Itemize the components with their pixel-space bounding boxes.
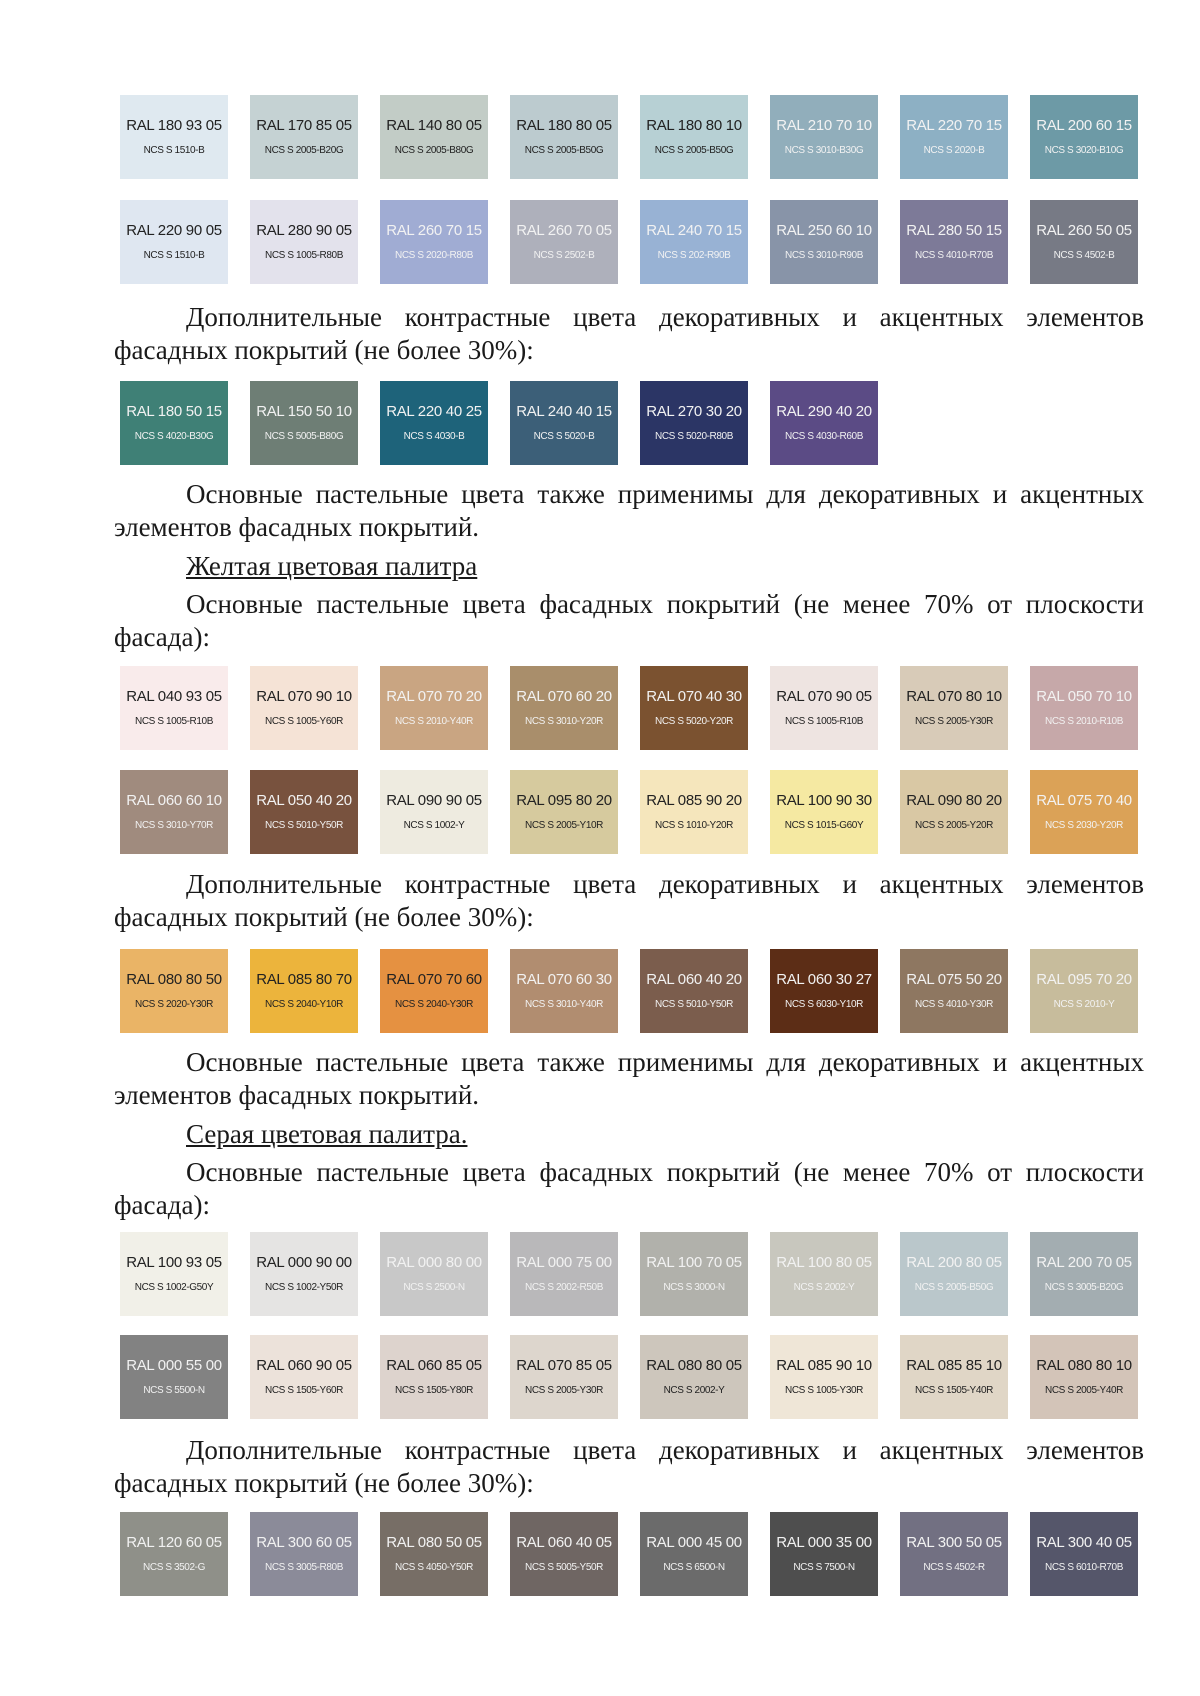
- color-swatch: [120, 666, 228, 750]
- color-swatch: [250, 949, 358, 1033]
- ral-code: RAL 260 70 15: [386, 221, 482, 239]
- ral-code: RAL 070 70 60: [386, 970, 482, 988]
- ral-code: RAL 290 40 20: [776, 402, 872, 420]
- color-swatch: [120, 770, 228, 854]
- ral-code: RAL 085 90 10: [776, 1356, 872, 1374]
- ncs-code: NCS S 5020-B: [533, 430, 595, 442]
- paragraph-text: контрастные цвета декоративных и акцентных элементов фасадных покрытий (не более 30%):: [114, 869, 1145, 932]
- ral-code: RAL 200 80 05: [906, 1253, 1002, 1271]
- ral-code: RAL 070 80 10: [906, 687, 1002, 705]
- color-swatch: [120, 1512, 228, 1596]
- ncs-code: NCS S 3502-G: [143, 1561, 205, 1573]
- ral-code: RAL 240 70 15: [646, 221, 742, 239]
- ncs-code: NCS S 1510-B: [143, 249, 205, 261]
- swatch-row: [120, 381, 878, 465]
- ral-code: RAL 100 93 05: [126, 1253, 222, 1271]
- color-swatch: [640, 381, 748, 465]
- ncs-code: NCS S 2010-Y40R: [395, 715, 473, 727]
- color-swatch: [120, 200, 228, 284]
- ncs-code: NCS S 2005-Y10R: [525, 819, 603, 831]
- section-heading-yellow: Желтая цветовая палитра: [186, 551, 478, 581]
- ncs-code: NCS S 1002-G50Y: [134, 1281, 214, 1293]
- color-swatch: [640, 1232, 748, 1316]
- swatch-row: [120, 95, 1138, 179]
- color-swatch: [900, 666, 1008, 750]
- ral-code: RAL 000 80 00: [386, 1253, 482, 1271]
- ncs-code: NCS S 2005-Y30R: [915, 715, 993, 727]
- color-swatch: [900, 1335, 1008, 1419]
- ncs-code: NCS S 1505-Y40R: [915, 1384, 993, 1396]
- ncs-code: NCS S 3005-B20G: [1044, 1281, 1124, 1293]
- ncs-code: NCS S 4050-Y50R: [395, 1561, 473, 1573]
- ral-code: RAL 260 50 05: [1036, 221, 1132, 239]
- color-swatch: [770, 200, 878, 284]
- paragraph-text: пастельные цвета фасадных покрытий (не менее 70% от плоскости фасада):: [114, 589, 1144, 652]
- color-swatch: [510, 1335, 618, 1419]
- color-swatch: [380, 200, 488, 284]
- ral-code: RAL 070 60 30: [516, 970, 612, 988]
- color-swatch: [250, 1335, 358, 1419]
- ral-code: RAL 085 90 20: [646, 791, 742, 809]
- ral-code: RAL 170 85 05: [256, 116, 352, 134]
- ncs-code: NCS S 6010-R70B: [1045, 1561, 1123, 1573]
- color-swatch: [120, 949, 228, 1033]
- paragraph-lead-word: Дополнительные: [186, 869, 383, 899]
- color-swatch: [640, 666, 748, 750]
- ral-code: RAL 280 50 15: [906, 221, 1002, 239]
- ncs-code: NCS S 2020-R80B: [395, 249, 473, 261]
- color-swatch: [380, 1512, 488, 1596]
- color-swatch: [900, 949, 1008, 1033]
- ral-code: RAL 180 80 05: [516, 116, 612, 134]
- ral-code: RAL 060 40 20: [646, 970, 742, 988]
- ncs-code: NCS S 2005-Y20R: [915, 819, 993, 831]
- ral-code: RAL 000 55 00: [126, 1356, 222, 1374]
- color-swatch: [640, 200, 748, 284]
- ncs-code: NCS S 4010-R70B: [915, 249, 993, 261]
- color-swatch: [640, 95, 748, 179]
- color-swatch: [120, 95, 228, 179]
- ral-code: RAL 140 80 05: [386, 116, 482, 134]
- color-swatch: [1030, 200, 1138, 284]
- ncs-code: NCS S 4020-B30G: [134, 430, 214, 442]
- ral-code: RAL 220 90 05: [126, 221, 222, 239]
- ral-code: RAL 085 80 70: [256, 970, 352, 988]
- ncs-code: NCS S 1010-Y20R: [655, 819, 733, 831]
- ncs-code: NCS S 2005-Y30R: [525, 1384, 603, 1396]
- ral-code: RAL 300 60 05: [256, 1533, 352, 1551]
- ncs-code: NCS S 1005-R80B: [265, 249, 343, 261]
- ncs-code: NCS S 5010-Y50R: [655, 998, 733, 1010]
- ncs-code: NCS S 2020-Y30R: [135, 998, 213, 1010]
- ncs-code: NCS S 2010-R10B: [1045, 715, 1123, 727]
- ncs-code: NCS S 7500-N: [793, 1561, 855, 1573]
- swatch-row: [120, 666, 1138, 750]
- ncs-code: NCS S 1505-Y60R: [265, 1384, 343, 1396]
- ncs-code: NCS S 3005-R80B: [265, 1561, 343, 1573]
- ncs-code: NCS S 2040-Y30R: [395, 998, 473, 1010]
- color-swatch: [770, 949, 878, 1033]
- ral-code: RAL 300 40 05: [1036, 1533, 1132, 1551]
- ncs-code: NCS S 4010-Y30R: [915, 998, 993, 1010]
- color-swatch: [770, 666, 878, 750]
- color-swatch: [250, 95, 358, 179]
- ncs-code: NCS S 3010-Y20R: [525, 715, 603, 727]
- ral-code: RAL 120 60 05: [126, 1533, 222, 1551]
- ncs-code: NCS S 1505-Y80R: [395, 1384, 473, 1396]
- ral-code: RAL 210 70 10: [776, 116, 872, 134]
- paragraph-lead-word: Основные: [186, 479, 303, 509]
- color-swatch: [250, 1512, 358, 1596]
- color-swatch: [900, 1512, 1008, 1596]
- ncs-code: NCS S 6500-N: [663, 1561, 725, 1573]
- ral-code: RAL 100 90 30: [776, 791, 872, 809]
- ncs-code: NCS S 1005-Y30R: [785, 1384, 863, 1396]
- ncs-code: NCS S 2002-Y: [793, 1281, 855, 1293]
- ncs-code: NCS S 2005-B50G: [524, 144, 604, 156]
- ral-code: RAL 250 60 10: [776, 221, 872, 239]
- ncs-code: NCS S 4502-R: [923, 1561, 985, 1573]
- ral-code: RAL 240 40 15: [516, 402, 612, 420]
- color-swatch: [510, 770, 618, 854]
- ncs-code: NCS S 5010-Y50R: [265, 819, 343, 831]
- ncs-code: NCS S 1005-R10B: [785, 715, 863, 727]
- color-swatch: [380, 381, 488, 465]
- ncs-code: NCS S 2010-Y: [1053, 998, 1115, 1010]
- ral-code: RAL 080 80 10: [1036, 1356, 1132, 1374]
- ral-code: RAL 060 85 05: [386, 1356, 482, 1374]
- ral-code: RAL 060 60 10: [126, 791, 222, 809]
- color-swatch: [510, 381, 618, 465]
- color-swatch: [120, 381, 228, 465]
- ral-code: RAL 000 45 00: [646, 1533, 742, 1551]
- ncs-code: NCS S 2002-Y: [663, 1384, 725, 1396]
- paragraph: [114, 1046, 1144, 1112]
- color-swatch: [510, 666, 618, 750]
- color-swatch: [770, 95, 878, 179]
- ncs-code: NCS S 2030-Y20R: [1045, 819, 1123, 831]
- color-swatch: [1030, 1335, 1138, 1419]
- paragraph: [114, 301, 1144, 367]
- ncs-code: NCS S 3010-R90B: [785, 249, 863, 261]
- color-swatch: [250, 770, 358, 854]
- ral-code: RAL 060 30 27: [776, 970, 872, 988]
- color-swatch: [900, 200, 1008, 284]
- color-swatch: [770, 770, 878, 854]
- ncs-code: NCS S 1005-Y60R: [265, 715, 343, 727]
- color-swatch: [380, 666, 488, 750]
- color-swatch: [1030, 666, 1138, 750]
- color-swatch: [1030, 770, 1138, 854]
- ral-code: RAL 095 80 20: [516, 791, 612, 809]
- ral-code: RAL 050 70 10: [1036, 687, 1132, 705]
- paragraph-text: пастельные цвета фасадных покрытий (не менее 70% от плоскости фасада):: [114, 1157, 1144, 1220]
- swatch-row: [120, 1335, 1138, 1419]
- ncs-code: NCS S 2002-R50B: [525, 1281, 603, 1293]
- color-swatch: [120, 1335, 228, 1419]
- color-swatch: [380, 95, 488, 179]
- color-swatch: [640, 1512, 748, 1596]
- ral-code: RAL 180 50 15: [126, 402, 222, 420]
- ral-code: RAL 000 35 00: [776, 1533, 872, 1551]
- paragraph-lead-word: Основные: [186, 1047, 303, 1077]
- ncs-code: NCS S 1510-B: [143, 144, 205, 156]
- color-swatch: [510, 949, 618, 1033]
- paragraph: [114, 588, 1144, 654]
- swatch-row: [120, 770, 1138, 854]
- ral-code: RAL 070 85 05: [516, 1356, 612, 1374]
- ncs-code: NCS S 2020-B: [923, 144, 985, 156]
- ncs-code: NCS S 5020-Y20R: [655, 715, 733, 727]
- ral-code: RAL 180 80 10: [646, 116, 742, 134]
- color-swatch: [900, 770, 1008, 854]
- ral-code: RAL 270 30 20: [646, 402, 742, 420]
- ncs-code: NCS S 2005-B80G: [394, 144, 474, 156]
- ncs-code: NCS S 202-R90B: [657, 249, 731, 261]
- ral-code: RAL 060 40 05: [516, 1533, 612, 1551]
- color-swatch: [250, 666, 358, 750]
- swatch-row: [120, 200, 1138, 284]
- swatch-row: [120, 949, 1138, 1033]
- ncs-code: NCS S 1015-G60Y: [784, 819, 864, 831]
- color-swatch: [640, 949, 748, 1033]
- ral-code: RAL 100 80 05: [776, 1253, 872, 1271]
- ral-code: RAL 060 90 05: [256, 1356, 352, 1374]
- ncs-code: NCS S 4030-B: [403, 430, 465, 442]
- ral-code: RAL 150 50 10: [256, 402, 352, 420]
- ral-code: RAL 000 90 00: [256, 1253, 352, 1271]
- ral-code: RAL 090 90 05: [386, 791, 482, 809]
- paragraph-lead-word: Основные: [186, 1157, 303, 1187]
- ncs-code: NCS S 5500-N: [143, 1384, 205, 1396]
- ral-code: RAL 070 90 10: [256, 687, 352, 705]
- paragraph-text: пастельные цвета также применимы для декоративных и акцентных элементов фасадных покрытий.: [114, 1047, 1144, 1110]
- ral-code: RAL 070 90 05: [776, 687, 872, 705]
- ncs-code: NCS S 2005-B50G: [654, 144, 734, 156]
- paragraph-lead-word: Дополнительные: [186, 1435, 383, 1465]
- color-swatch: [1030, 1512, 1138, 1596]
- ral-code: RAL 260 70 05: [516, 221, 612, 239]
- color-swatch: [510, 95, 618, 179]
- ral-code: RAL 075 50 20: [906, 970, 1002, 988]
- ncs-code: NCS S 1002-Y50R: [265, 1281, 343, 1293]
- ncs-code: NCS S 5020-R80B: [655, 430, 733, 442]
- ncs-code: NCS S 3010-Y40R: [525, 998, 603, 1010]
- section-heading-grey: Серая цветовая палитра.: [186, 1119, 468, 1149]
- color-swatch: [380, 1335, 488, 1419]
- ral-code: RAL 000 75 00: [516, 1253, 612, 1271]
- ral-code: RAL 100 70 05: [646, 1253, 742, 1271]
- ral-code: RAL 080 80 05: [646, 1356, 742, 1374]
- color-swatch: [510, 200, 618, 284]
- ral-code: RAL 220 40 25: [386, 402, 482, 420]
- color-swatch: [770, 1512, 878, 1596]
- ral-code: RAL 070 70 20: [386, 687, 482, 705]
- ncs-code: NCS S 3020-B10G: [1044, 144, 1124, 156]
- color-swatch: [1030, 1232, 1138, 1316]
- ncs-code: NCS S 1002-Y: [403, 819, 465, 831]
- ncs-code: NCS S 6030-Y10R: [785, 998, 863, 1010]
- ncs-code: NCS S 1005-R10B: [135, 715, 213, 727]
- paragraph-text: контрастные цвета декоративных и акцентных элементов фасадных покрытий (не более 30%):: [114, 1435, 1145, 1498]
- ncs-code: NCS S 2005-Y40R: [1045, 1384, 1123, 1396]
- paragraph: [114, 478, 1144, 544]
- paragraph: [114, 1156, 1144, 1222]
- ncs-code: NCS S 2502-B: [533, 249, 595, 261]
- ncs-code: NCS S 2005-B50G: [914, 1281, 994, 1293]
- ncs-code: NCS S 3010-B30G: [784, 144, 864, 156]
- ral-code: RAL 220 70 15: [906, 116, 1002, 134]
- ral-code: RAL 180 93 05: [126, 116, 222, 134]
- ncs-code: NCS S 3000-N: [663, 1281, 725, 1293]
- ral-code: RAL 070 60 20: [516, 687, 612, 705]
- ral-code: RAL 200 70 05: [1036, 1253, 1132, 1271]
- ral-code: RAL 085 85 10: [906, 1356, 1002, 1374]
- color-swatch: [900, 1232, 1008, 1316]
- ncs-code: NCS S 3010-Y70R: [135, 819, 213, 831]
- ral-code: RAL 070 40 30: [646, 687, 742, 705]
- color-swatch: [640, 770, 748, 854]
- ral-code: RAL 280 90 05: [256, 221, 352, 239]
- color-swatch: [250, 200, 358, 284]
- color-swatch: [510, 1232, 618, 1316]
- ral-code: RAL 040 93 05: [126, 687, 222, 705]
- color-swatch: [770, 381, 878, 465]
- color-swatch: [510, 1512, 618, 1596]
- ncs-code: NCS S 4502-B: [1053, 249, 1115, 261]
- color-swatch: [640, 1335, 748, 1419]
- ncs-code: NCS S 5005-Y50R: [525, 1561, 603, 1573]
- color-swatch: [770, 1232, 878, 1316]
- color-swatch: [770, 1335, 878, 1419]
- color-swatch: [250, 381, 358, 465]
- ncs-code: NCS S 4030-R60B: [785, 430, 863, 442]
- ral-code: RAL 080 80 50: [126, 970, 222, 988]
- paragraph: [114, 1434, 1144, 1500]
- color-swatch: [1030, 95, 1138, 179]
- color-swatch: [380, 770, 488, 854]
- paragraph-lead-word: Дополнительные: [186, 302, 383, 332]
- ral-code: RAL 050 40 20: [256, 791, 352, 809]
- color-swatch: [250, 1232, 358, 1316]
- ncs-code: NCS S 2040-Y10R: [265, 998, 343, 1010]
- paragraph-text: пастельные цвета также применимы для декоративных и акцентных элементов фасадных покрытий.: [114, 479, 1144, 542]
- color-swatch: [900, 95, 1008, 179]
- color-swatch: [380, 1232, 488, 1316]
- ral-code: RAL 080 50 05: [386, 1533, 482, 1551]
- paragraph-lead-word: Основные: [186, 589, 303, 619]
- paragraph-text: контрастные цвета декоративных и акцентных элементов фасадных покрытий (не более 30%):: [114, 302, 1145, 365]
- ncs-code: NCS S 2005-B20G: [264, 144, 344, 156]
- ral-code: RAL 095 70 20: [1036, 970, 1132, 988]
- swatch-row: [120, 1232, 1138, 1316]
- ncs-code: NCS S 2500-N: [403, 1281, 465, 1293]
- ral-code: RAL 300 50 05: [906, 1533, 1002, 1551]
- paragraph: [114, 868, 1144, 934]
- swatch-row: [120, 1512, 1138, 1596]
- ral-code: RAL 090 80 20: [906, 791, 1002, 809]
- ral-code: RAL 075 70 40: [1036, 791, 1132, 809]
- color-swatch: [1030, 949, 1138, 1033]
- ncs-code: NCS S 5005-B80G: [264, 430, 344, 442]
- color-swatch: [120, 1232, 228, 1316]
- color-swatch: [380, 949, 488, 1033]
- ral-code: RAL 200 60 15: [1036, 116, 1132, 134]
